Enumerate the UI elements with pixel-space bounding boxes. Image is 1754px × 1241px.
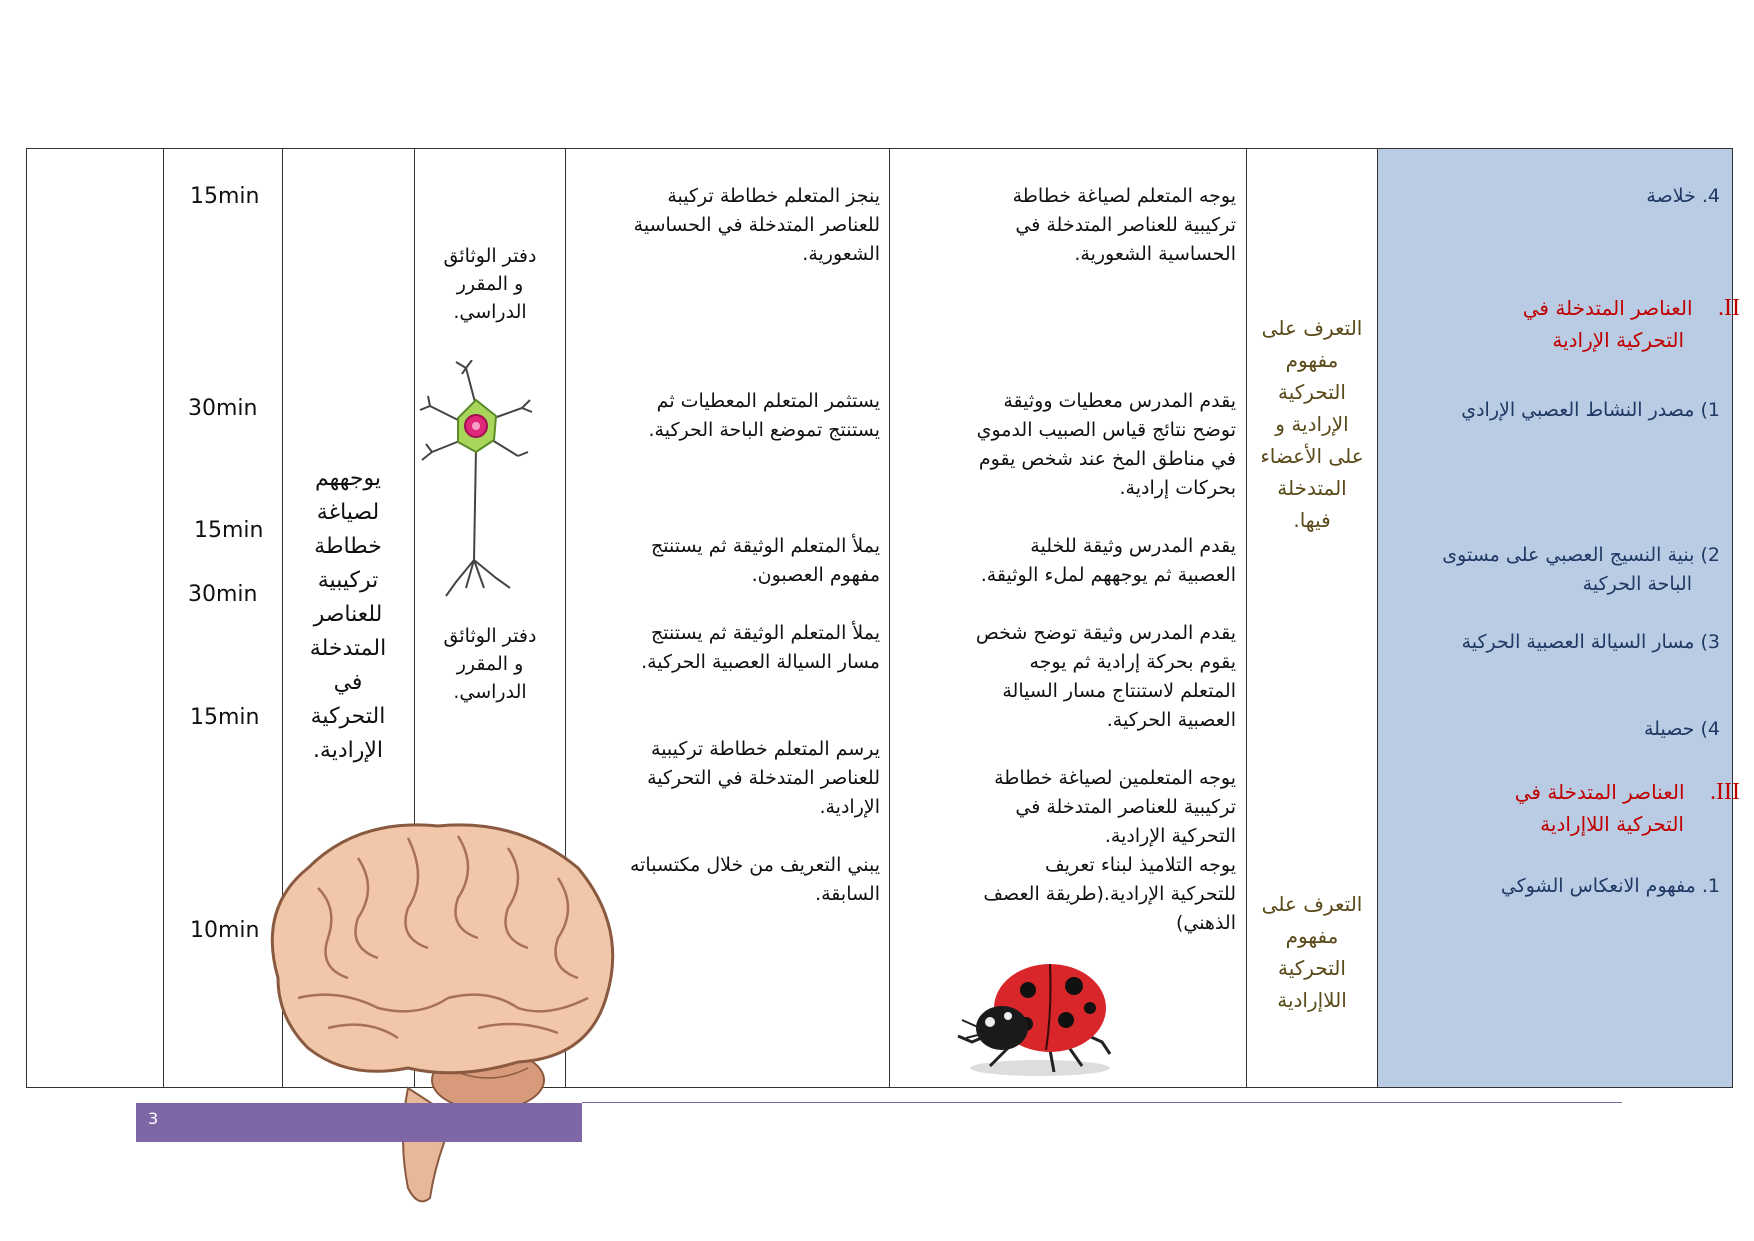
content-item-III-1: 1. مفهوم الانعكاس الشوكي [1500,875,1720,897]
resources-2: دفتر الوثائق و المقرر الدراسي. [443,625,537,703]
objective-voluntary: التعرف على مفهوم التحركية الإرادية و على الأعضاء المتدخلة فيها. [1260,316,1364,532]
resources-1: دفتر الوثائق و المقرر الدراسي. [443,245,537,323]
content-item-2: 2) بنية النسيج العصبي على مستوى الباحة الحركية [1442,544,1720,595]
time-5: 15min [190,705,260,730]
time-3: 15min [194,518,264,543]
time-2: 30min [188,396,258,421]
teacher-activity-3: يقدم المدرس وثيقة للخلية العصبية ثم يوجههم لملء الوثيقة. [980,535,1236,586]
objective-involuntary: التعرف على مفهوم التحركية اللاإرادية [1261,892,1363,1012]
neuron-icon [418,360,538,605]
footer-bar [136,1103,582,1142]
section-III-heading: III. العناصر المتدخلة في التحركية اللاإرادية [1514,779,1740,836]
learner-activity-6: يبني التعريف من خلال مكتسباته السابقة. [629,854,880,905]
content-item-1: 1) مصدر النشاط العصبي الإرادي [1461,399,1720,421]
teacher-activity-1: يوجه المتعلم لصياغة خطاطة تركيبية للعناصر المتدخلة في الحساسية الشعورية. [1012,185,1236,265]
col-divider [889,148,890,1088]
footer-line [582,1102,1622,1103]
content-item-summary: 4. خلاصة [1646,185,1720,207]
time-1: 15min [190,184,260,209]
content-item-4: 4) حصيلة [1644,718,1720,740]
time-6: 10min [190,918,260,943]
learner-activity-1: ينجز المتعلم خطاطة تركيبة للعناصر المتدخلة في الحساسية الشعورية. [633,185,880,265]
learner-activity-2: يستثمر المتعلم المعطيات ثم يستنتج تموضع الباحة الحركية. [648,390,880,441]
teacher-activity-2: يقدم المدرس معطيات ووثيقة توضح نتائج قياس الصبيب الدموي في مناطق المخ عند شخص يقوم بحركات إرادية. [976,390,1236,499]
teacher-activity-5: يوجه المتعلمين لصياغة خطاطة تركيبية للعناصر المتدخلة في التحركية الإرادية. يوجه التلاميذ لبناء تعريف للتحركية الإرادية.(طريقة العصف الذهني) [983,767,1236,934]
learner-activity-3: يملأ المتعلم الوثيقة ثم يستنتج مفهوم العصبون. [651,535,880,586]
teacher-activity-4: يقدم المدرس وثيقة توضح شخص يقوم بحركة إرادية ثم يوجه المتعلم لاستنتاج مسار السيالة العصبية الحركية. [975,622,1236,731]
brain-icon [258,818,618,1211]
ladybug-icon [950,950,1120,1080]
evaluation-text: يوجههم لصياغة خطاطة تركيبية للعناصر المتدخلة في التحركية الإرادية. [309,466,387,763]
learner-activity-5: يرسم المتعلم خطاطة تركيبية للعناصر المتدخلة في التحركية الإرادية. [647,738,880,818]
content-item-3: 3) مسار السيالة العصبية الحركية [1461,631,1720,653]
time-4: 30min [188,582,258,607]
learner-activity-4: يملأ المتعلم الوثيقة ثم يستنتج مسار السيالة العصبية الحركية. [641,622,880,673]
page-number: 3 [148,1109,159,1128]
section-II-heading: II. العناصر المتدخلة في التحركية الإرادية [1522,295,1740,352]
col-divider [1246,148,1247,1088]
col-divider [1377,148,1378,1088]
col-divider [163,148,164,1088]
